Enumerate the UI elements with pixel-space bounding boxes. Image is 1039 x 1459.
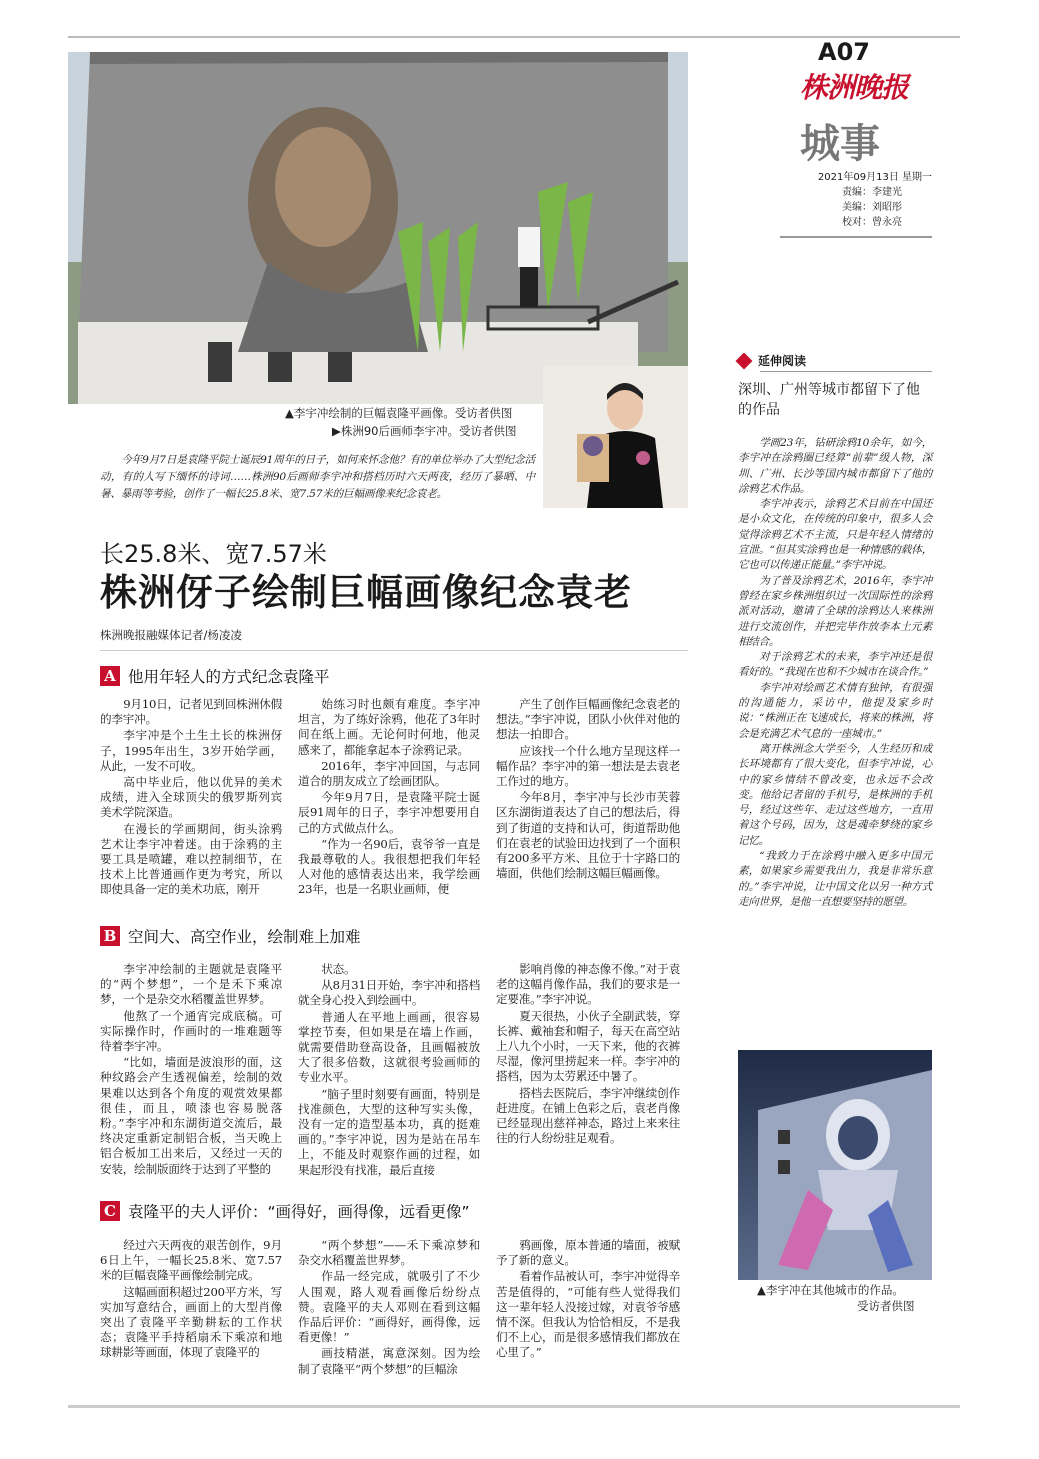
section-c-title: 袁隆平的夫人评价：“画得好，画得像，远看更像”	[128, 1203, 470, 1221]
sidebar-title: 深圳、广州等城市都留下了他的作品	[738, 382, 920, 418]
article-lead: 今年9月7日是袁隆平院士诞辰91周年的日子，如何来怀念他？有的单位举办了大型纪念活动，有的人写下缅怀的诗词……株洲90后画师李宇冲和搭档历时六天两夜，经历了暴晒、中暑、暴雨等考验，创作了一幅长25.8米、宽7.57米的巨幅画像来纪念袁老。	[100, 454, 535, 500]
sidebar-paragraph: 学画23年，钻研涂鸦10余年，如今，李宇冲在涂鸦圈已经算“前辈”级人物，深圳、广州、长沙等国内城市都留下了他的涂鸦艺术作品。	[738, 437, 932, 495]
section-b-col-1	[100, 962, 282, 1178]
paragraph: 始练习时也颇有难度。李宇冲坦言，为了练好涂鸦，他花了3年时间在纸上画。无论何时何地，他灵感来了，都能拿起本子涂鸦记录。	[298, 697, 480, 757]
section-a-title: 他用年轻人的方式纪念袁隆平	[128, 668, 330, 686]
page-number: A07	[818, 38, 870, 66]
paragraph: 影响肖像的神态像不像。”对于袁老的这幅肖像作品，我们的要求是一定要准。”李宇冲说。	[496, 962, 680, 1007]
paragraph: 夏天很热，小伙子全副武装，穿长裤、戴袖套和帽子，每天在高空站上八九个小时，一天下来，他的衣裤尽湿，像河里捞起来一样。李宇冲的搭档，因为太劳累还中暑了。	[496, 1008, 680, 1084]
section-name: 城事	[800, 120, 880, 167]
sidebar-label	[738, 352, 806, 369]
section-b-col-2	[298, 962, 480, 1179]
proofreader: 校对：曾永亮	[842, 217, 902, 228]
section-c-letter: C	[100, 1201, 120, 1221]
sidebar-paragraph: 离开株洲念大学至今，人生经历和成长环境都有了很大变化，但李宇冲说，心中的家乡情结不曾改变，也永远不会改变。他给记者留的手机号，是株洲的手机号，经过这些年、走过这些地方，一直用着这个号码，因为，这是魂牵梦绕的家乡记忆。	[738, 742, 932, 847]
paragraph: 李宇冲是个土生土长的株洲伢子，1995年出生，3岁开始学画，从此，一发不可收。	[100, 728, 282, 773]
sidebar-paragraph: 为了普及涂鸦艺术，2016年，李宇冲曾经在家乡株洲组织过一次国际性的涂鸦派对活动，邀请了全球的涂鸦达人来株洲进行交流创作，并把完毕作放李本土元素相结合。	[738, 574, 932, 648]
paragraph: “脑子里时刻要有画面，特别是找准颜色，大型的这种写实头像，没有一定的造型基本功，真的挺难画的。”李宇冲说，因为是站在吊车上，不能及时观察作画的过程，如果起形没有找准，最后直接	[298, 1086, 480, 1177]
sidebar-label-text: 延伸阅读	[758, 354, 807, 368]
sidebar-paragraph: 对于涂鸦艺术的未来，李宇冲还是很看好的。“我现在也和不少城市在谈合作。”	[738, 651, 932, 679]
paragraph: 应该找一个什么地方呈现这样一幅作品？李宇冲的第一想法是去袁老工作过的地方。	[496, 743, 680, 789]
designer: 美编：刘昭彤	[842, 202, 902, 213]
paragraph: 状态。	[321, 962, 356, 976]
paragraph: 今年8月，李宇冲与长沙市芙蓉区东湖街道表达了自己的想法后，得到了街道的支持和认可，街道帮助他们在袁老的试验田边找到了一个面积有200多平方米、且位于十字路口的墙面，供他们绘制这幅巨幅画像。	[496, 790, 680, 881]
section-a-col-3	[496, 697, 680, 882]
paragraph: 搭档去医院后，李宇冲继续创作赶进度。在铺上色彩之后，袁老肖像已经显现出慈祥神态，路过上来来往往的行人纷纷驻足观看。	[496, 1085, 680, 1146]
paragraph: “作为一名90后，袁爷爷一直是我最尊敬的人。我很想把我们年轻人对他的感情表达出来，我学绘画23年，也是一名职业画师，便	[298, 836, 480, 897]
paragraph: 在漫长的学画期间，街头涂鸦艺术让李宇冲着迷。由于涂鸦的主要工具是喷罐，难以控制细节，在技术上比普通画作更为考究，所以即使具备一定的美术功底，刚开	[100, 821, 282, 897]
article-title: 株洲伢子绘制巨幅画像纪念袁老	[100, 571, 632, 614]
paragraph: 作品一经完成，就吸引了不少人围观，路人观看画像后纷纷点赞。袁隆平的夫人邓则在看到这幅作品后评价：“画得好，画得像，远看更像！”	[298, 1269, 480, 1345]
section-c-col-3	[496, 1238, 680, 1362]
paper-logo: 株洲晚报	[799, 71, 908, 104]
paragraph: 画技精湛，寓意深刻。因为绘制了袁隆平“两个梦想”的巨幅涂	[298, 1346, 480, 1376]
editor: 责编：李建光	[842, 187, 902, 198]
paragraph: 从8月31日开始，李宇冲和搭档就全身心投入到绘画中。	[298, 978, 480, 1008]
bottom-rule	[68, 1405, 960, 1408]
section-c-heading	[100, 1200, 470, 1222]
paragraph: 这幅画面积超过200平方米，写实加写意结合，画面上的大型肖像突出了袁隆平辛勤耕耘的工作状态；袁隆平手持稻扇禾下乘凉和地球耕影等画面，体现了袁隆平的	[100, 1284, 282, 1360]
section-b-heading	[100, 925, 361, 947]
portrait-caption: ▶株洲90后画师李宇冲。受访者供图	[332, 424, 517, 438]
paragraph: 普通人在平地上画画，很容易掌控节奏，但如果是在墙上作画，就需要借助登高设备，且画幅被放大了很多倍数，这就很考验画师的专业水平。	[298, 1009, 480, 1085]
mural-photo	[68, 52, 688, 404]
section-a-col-1	[100, 697, 282, 899]
sidebar-paragraph: “我致力于在涂鸦中融入更多中国元素，如果家乡需要我出力，我是非常乐意的。”李宇冲说，让中国文化以另一种方式走向世界，是他一直想要坚持的愿望。	[738, 850, 932, 908]
date: 2021年09月13日 星期一	[817, 172, 932, 183]
paragraph: 今年9月7日，是袁隆平院士诞辰91周年的日子，李宇冲想要用自己的方式做点什么。	[298, 790, 480, 835]
paragraph: 9月10日，记者见到回株洲休假的李宇冲。	[100, 697, 282, 727]
portrait-photo	[543, 366, 688, 508]
credits	[782, 170, 932, 230]
paragraph: 高中毕业后，他以优异的美术成绩，进入全球顶尖的俄罗斯列宾美术学院深造。	[100, 775, 282, 820]
astronaut-caption: ▲李宇冲在其他城市的作品。	[757, 1283, 904, 1297]
paragraph: 产生了创作巨幅画像纪念袁老的想法。”李宇冲说，团队小伙伴对他的想法一拍即合。	[496, 697, 680, 742]
headline-rule	[100, 650, 688, 651]
section-a-letter: A	[100, 666, 120, 686]
paragraph: 李宇冲绘制的主题就是袁隆平的“两个梦想”，一个是禾下乘凉梦，一个是杂交水稻覆盖世界梦。	[100, 962, 282, 1007]
paragraph: 他熬了一个通宵完成底稿。可实际操作时，作画时的一堆难题等待着李宇冲。	[100, 1008, 282, 1054]
mural-caption: ▲李宇冲绘制的巨幅袁隆平画像。受访者供图	[285, 406, 513, 420]
byline: 株洲晚报融媒体记者/杨凌凌	[100, 628, 242, 642]
sidebar-paragraph: 李宇冲表示，涂鸦艺术目前在中国还是小众文化，在传统的印象中，很多人会觉得涂鸦艺术不主流，只是年轻人情绪的宣泄。“但其实涂鸦也是一种情感的载体，它也可以传递正能量。”李宇冲说。	[738, 498, 932, 572]
sidebar-paragraph: 李宇冲对绘画艺术情有独钟，有很强的沟通能力，采访中，他提及家乡时说：“株洲正在飞速成长，将来的株洲，将会是充满艺术气息的一座城市。”	[738, 681, 932, 740]
credits-rule	[780, 236, 932, 238]
astronaut-credit: 受访者供图	[857, 1299, 915, 1313]
section-c-col-1	[100, 1238, 282, 1362]
paragraph: 鸦画像，原本普通的墙面，被赋予了新的意义。	[496, 1238, 680, 1268]
article-subtitle: 长25.8米、宽7.57米	[100, 540, 327, 568]
paragraph: 看着作品被认可，李宇冲觉得辛苦是值得的，“可能有些人觉得我们这一辈年轻人没接过嫁，对袁爷爷感情不深。但我认为恰恰相反，不是我们不上心，而是很多感情我们都放在心里了。”	[496, 1269, 680, 1360]
sidebar-rule	[760, 371, 932, 372]
sidebar-body	[738, 436, 932, 910]
paragraph: 2016年，李宇冲回国，与志同道合的朋友成立了绘画团队。	[298, 758, 480, 789]
pen-icon	[736, 352, 753, 369]
astronaut-photo	[738, 1050, 932, 1280]
section-c-col-2	[298, 1238, 480, 1378]
paragraph: “比如，墙面是波浪形的面，这种纹路会产生透视偏差，绘制的效果难以达到各个角度的观赏效果都很佳，而且，喷漆也容易脱落粉。”李宇冲和东湖街道交流后，最终决定重新定制铝合板，当天晚上铝合板加工出来后，又经过一天的安装，绘制版面终于达到了平整的	[100, 1055, 282, 1176]
section-b-title: 空间大、高空作业，绘制难上加难	[128, 928, 361, 946]
paragraph: 经过六天两夜的艰苦创作，9月6日上午，一幅长25.8米、宽7.57米的巨幅袁隆平画像绘制完成。	[100, 1238, 282, 1283]
section-b-col-3	[496, 962, 680, 1147]
section-a-col-2	[298, 697, 480, 899]
paragraph: “两个梦想”——禾下乘凉梦和杂交水稻覆盖世界梦。	[298, 1238, 480, 1268]
section-b-letter: B	[100, 926, 120, 946]
section-a-heading	[100, 665, 330, 687]
